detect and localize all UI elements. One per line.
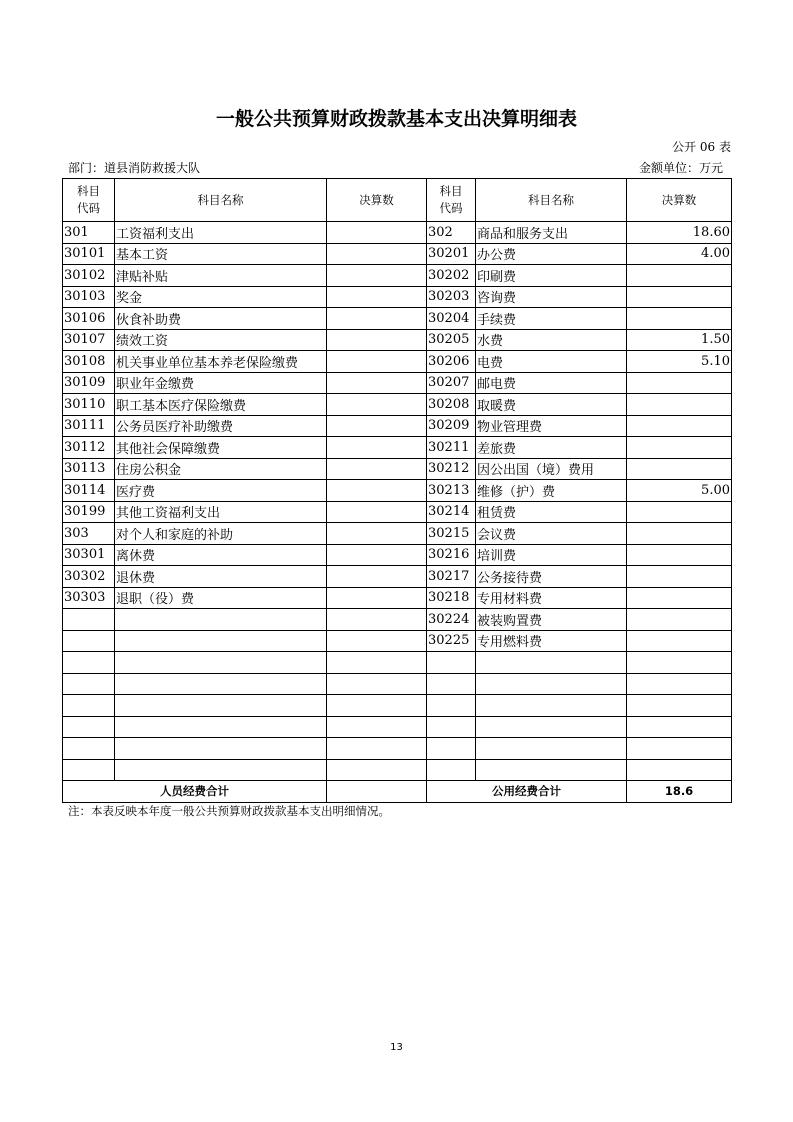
cell-left-name: 基本工资: [115, 243, 327, 265]
cell-right-amount: [627, 286, 732, 308]
cell-right-code: 30224: [427, 609, 476, 631]
cell-left-amount: [327, 458, 427, 480]
cell-right-code: 30204: [427, 308, 476, 330]
cell-left-amount: [327, 286, 427, 308]
table-row: [63, 351, 732, 373]
cell-left-name: 住房公积金: [115, 458, 327, 480]
cell-left-code: 30114: [63, 480, 115, 502]
cell-left-code: 30107: [63, 329, 115, 351]
cell-left-name: 其他社会保障缴费: [115, 437, 327, 459]
cell-left-amount: [327, 308, 427, 330]
cell-right-code: 30216: [427, 544, 476, 566]
cell-left-amount: [327, 437, 427, 459]
expenditure-table: [62, 178, 732, 803]
amount-unit-label: 金额单位：万元: [638, 161, 723, 175]
cell-left-code: [63, 609, 115, 631]
cell-left-code: 30112: [63, 437, 115, 459]
cell-right-code: [427, 652, 476, 674]
cell-right-code: 30201: [427, 243, 476, 265]
cell-right-name: 专用燃料费: [476, 630, 627, 652]
cell-left-code: 30103: [63, 286, 115, 308]
cell-right-name: [476, 716, 627, 738]
cell-right-name: 印刷费: [476, 265, 627, 287]
cell-right-amount: 5.10: [627, 351, 732, 373]
table-row: [63, 458, 732, 480]
header-right-code: 科目代码: [427, 179, 476, 222]
cell-left-name: [115, 673, 327, 695]
table-header-row: [63, 179, 732, 222]
cell-left-name: 职工基本医疗保险缴费: [115, 394, 327, 416]
cell-left-name: [115, 738, 327, 760]
cell-right-amount: [627, 308, 732, 330]
cell-right-amount: [627, 587, 732, 609]
footnote: 注：本表反映本年度一般公共预算财政拨款基本支出明细情况。: [68, 804, 390, 818]
cell-left-name: 公务员医疗补助缴费: [115, 415, 327, 437]
table-row: [63, 394, 732, 416]
personnel-total-value: [327, 781, 427, 803]
cell-right-name: 租赁费: [476, 501, 627, 523]
cell-left-name: [115, 695, 327, 717]
cell-right-amount: [627, 759, 732, 781]
cell-right-name: 电费: [476, 351, 627, 373]
public-total-label: 公用经费合计: [427, 781, 627, 803]
cell-right-amount: [627, 566, 732, 588]
table-body: [63, 222, 732, 781]
cell-right-name: 办公费: [476, 243, 627, 265]
cell-left-name: 伙食补助费: [115, 308, 327, 330]
cell-right-name: 物业管理费: [476, 415, 627, 437]
totals-row: [63, 781, 732, 803]
cell-left-amount: [327, 566, 427, 588]
cell-left-code: [63, 738, 115, 760]
cell-right-name: 培训费: [476, 544, 627, 566]
cell-left-name: 退休费: [115, 566, 327, 588]
cell-left-amount: [327, 265, 427, 287]
cell-right-code: 30208: [427, 394, 476, 416]
cell-left-code: 30101: [63, 243, 115, 265]
cell-right-name: 公务接待费: [476, 566, 627, 588]
cell-left-amount: [327, 587, 427, 609]
header-right-name: 科目名称: [476, 179, 627, 222]
cell-right-name: 水费: [476, 329, 627, 351]
table-row: [63, 437, 732, 459]
cell-right-amount: [627, 372, 732, 394]
cell-right-name: [476, 759, 627, 781]
cell-left-amount: [327, 609, 427, 631]
cell-right-amount: [627, 394, 732, 416]
cell-left-name: [115, 716, 327, 738]
cell-left-name: [115, 759, 327, 781]
cell-right-name: 被装购置费: [476, 609, 627, 631]
cell-right-amount: [627, 630, 732, 652]
cell-left-code: 301: [63, 222, 115, 244]
cell-right-code: 30225: [427, 630, 476, 652]
cell-left-name: 其他工资福利支出: [115, 501, 327, 523]
header-left-amount: 决算数: [327, 179, 427, 222]
cell-right-amount: 1.50: [627, 329, 732, 351]
cell-right-code: [427, 738, 476, 760]
cell-right-name: [476, 695, 627, 717]
department-label: 部门：道县消防救援大队: [68, 161, 201, 175]
cell-right-name: 咨询费: [476, 286, 627, 308]
cell-left-code: [63, 695, 115, 717]
table-row: [63, 716, 732, 738]
cell-left-amount: [327, 329, 427, 351]
table-row: [63, 372, 732, 394]
cell-right-amount: [627, 738, 732, 760]
cell-left-code: [63, 630, 115, 652]
cell-left-code: 30102: [63, 265, 115, 287]
cell-right-amount: [627, 716, 732, 738]
cell-right-code: 30202: [427, 265, 476, 287]
table-row: [63, 265, 732, 287]
cell-right-code: 30209: [427, 415, 476, 437]
cell-right-name: 手续费: [476, 308, 627, 330]
cell-left-name: [115, 630, 327, 652]
cell-left-name: 退职（役）费: [115, 587, 327, 609]
page-number: 13: [390, 1042, 403, 1053]
cell-right-code: [427, 695, 476, 717]
cell-left-amount: [327, 501, 427, 523]
page-title: 一般公共预算财政拨款基本支出决算明细表: [215, 108, 577, 130]
cell-right-name: 专用材料费: [476, 587, 627, 609]
table-row: [63, 523, 732, 545]
cell-left-name: 对个人和家庭的补助: [115, 523, 327, 545]
cell-left-amount: [327, 480, 427, 502]
cell-left-amount: [327, 372, 427, 394]
cell-left-name: 工资福利支出: [115, 222, 327, 244]
cell-right-name: [476, 738, 627, 760]
table-row: [63, 695, 732, 717]
cell-left-amount: [327, 673, 427, 695]
cell-left-code: [63, 716, 115, 738]
cell-left-code: 303: [63, 523, 115, 545]
table-row: [63, 501, 732, 523]
table-row: [63, 286, 732, 308]
cell-left-amount: [327, 544, 427, 566]
table-row: [63, 738, 732, 760]
table-row: [63, 673, 732, 695]
cell-right-code: 30218: [427, 587, 476, 609]
cell-left-amount: [327, 351, 427, 373]
cell-right-code: 302: [427, 222, 476, 244]
cell-left-code: [63, 652, 115, 674]
cell-left-amount: [327, 695, 427, 717]
table-row: [63, 329, 732, 351]
table-row: [63, 415, 732, 437]
cell-right-amount: 18.60: [627, 222, 732, 244]
table-row: [63, 243, 732, 265]
cell-left-code: 30108: [63, 351, 115, 373]
cell-right-amount: 4.00: [627, 243, 732, 265]
cell-left-code: [63, 673, 115, 695]
table-row: [63, 587, 732, 609]
cell-right-amount: [627, 415, 732, 437]
cell-right-code: 30207: [427, 372, 476, 394]
cell-left-amount: [327, 243, 427, 265]
cell-left-amount: [327, 415, 427, 437]
cell-right-code: 30205: [427, 329, 476, 351]
cell-right-code: 30203: [427, 286, 476, 308]
cell-right-amount: [627, 695, 732, 717]
cell-left-amount: [327, 652, 427, 674]
header-left-code: 科目代码: [63, 179, 115, 222]
cell-right-name: [476, 673, 627, 695]
cell-left-name: [115, 609, 327, 631]
form-number: 公开 06 表: [672, 140, 731, 154]
table-row: [63, 630, 732, 652]
cell-right-code: 30215: [427, 523, 476, 545]
cell-left-amount: [327, 716, 427, 738]
cell-right-name: 商品和服务支出: [476, 222, 627, 244]
cell-right-code: 30212: [427, 458, 476, 480]
cell-right-name: 会议费: [476, 523, 627, 545]
cell-left-code: 30111: [63, 415, 115, 437]
cell-left-name: 医疗费: [115, 480, 327, 502]
cell-right-name: 维修（护）费: [476, 480, 627, 502]
header-right-amount: 决算数: [627, 179, 732, 222]
cell-right-code: [427, 716, 476, 738]
cell-left-code: 30106: [63, 308, 115, 330]
cell-right-amount: [627, 501, 732, 523]
table-row: [63, 609, 732, 631]
cell-left-name: 津贴补贴: [115, 265, 327, 287]
cell-left-name: 职业年金缴费: [115, 372, 327, 394]
cell-left-name: 奖金: [115, 286, 327, 308]
cell-right-code: 30213: [427, 480, 476, 502]
cell-left-name: 离休费: [115, 544, 327, 566]
cell-left-name: [115, 652, 327, 674]
cell-right-code: 30211: [427, 437, 476, 459]
cell-right-amount: [627, 609, 732, 631]
cell-left-amount: [327, 630, 427, 652]
header-left-name: 科目名称: [115, 179, 327, 222]
table-row: [63, 544, 732, 566]
cell-left-code: [63, 759, 115, 781]
cell-left-code: 30109: [63, 372, 115, 394]
table-row: [63, 652, 732, 674]
cell-left-amount: [327, 759, 427, 781]
table-row: [63, 308, 732, 330]
cell-right-code: [427, 759, 476, 781]
cell-left-code: 30301: [63, 544, 115, 566]
table-row: [63, 566, 732, 588]
personnel-total-label: 人员经费合计: [63, 781, 327, 803]
cell-left-amount: [327, 523, 427, 545]
cell-right-code: 30214: [427, 501, 476, 523]
cell-right-name: 邮电费: [476, 372, 627, 394]
cell-right-amount: [627, 544, 732, 566]
cell-right-code: 30217: [427, 566, 476, 588]
cell-right-name: [476, 652, 627, 674]
cell-right-name: 差旅费: [476, 437, 627, 459]
cell-left-code: 30110: [63, 394, 115, 416]
cell-left-code: 30199: [63, 501, 115, 523]
cell-left-name: 绩效工资: [115, 329, 327, 351]
table-row: [63, 222, 732, 244]
public-total-value: 18.6: [627, 781, 732, 803]
cell-left-amount: [327, 394, 427, 416]
cell-right-amount: [627, 265, 732, 287]
cell-left-amount: [327, 738, 427, 760]
cell-right-amount: [627, 523, 732, 545]
cell-right-code: [427, 673, 476, 695]
cell-right-amount: 5.00: [627, 480, 732, 502]
cell-left-amount: [327, 222, 427, 244]
cell-left-code: 30113: [63, 458, 115, 480]
cell-right-amount: [627, 652, 732, 674]
table-row: [63, 759, 732, 781]
cell-right-name: 因公出国（境）费用: [476, 458, 627, 480]
cell-right-amount: [627, 458, 732, 480]
cell-right-amount: [627, 673, 732, 695]
cell-left-name: 机关事业单位基本养老保险缴费: [115, 351, 327, 373]
cell-right-code: 30206: [427, 351, 476, 373]
cell-right-amount: [627, 437, 732, 459]
table-row: [63, 480, 732, 502]
cell-right-name: 取暖费: [476, 394, 627, 416]
cell-left-code: 30303: [63, 587, 115, 609]
cell-left-code: 30302: [63, 566, 115, 588]
